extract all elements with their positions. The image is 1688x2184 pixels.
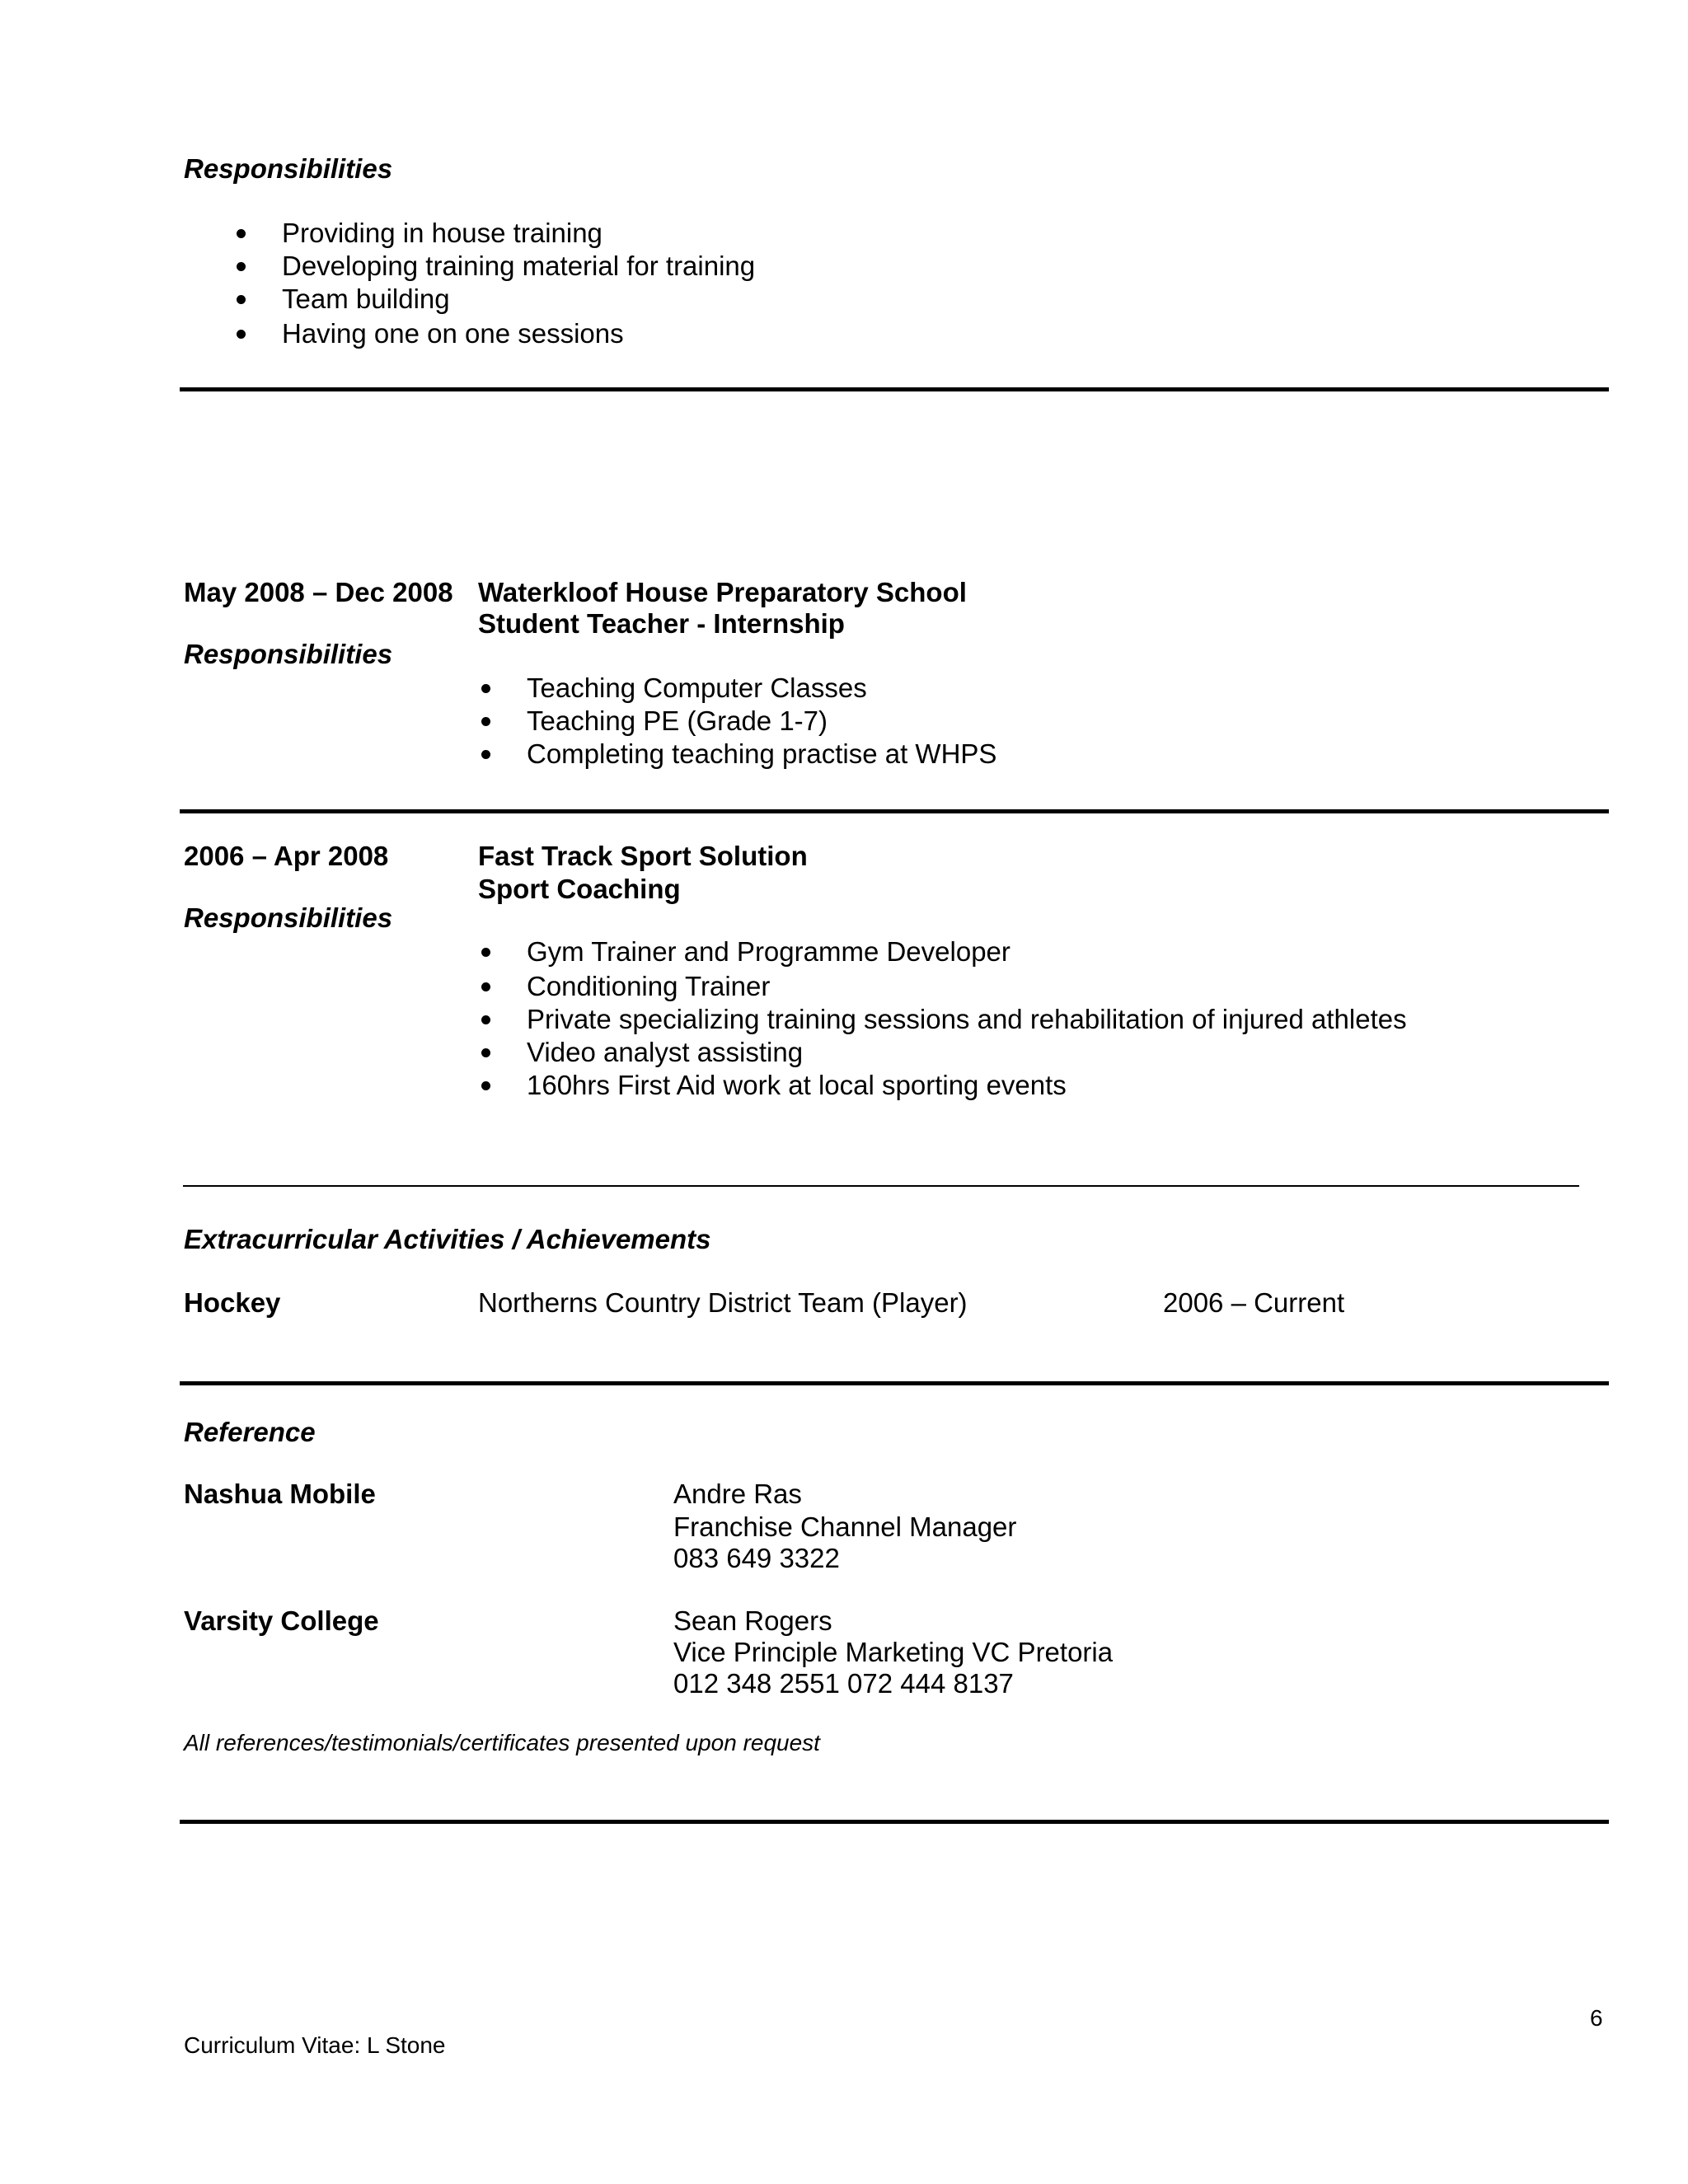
bullet-icon	[481, 684, 490, 693]
job-role: Sport Coaching	[478, 874, 681, 904]
list-item: Team building	[282, 284, 450, 314]
job-company: Fast Track Sport Solution	[478, 841, 808, 871]
section-divider	[180, 1381, 1609, 1385]
reference-title: Franchise Channel Manager	[673, 1511, 1017, 1542]
bullet-icon	[481, 717, 490, 726]
list-item: Video analyst assisting	[527, 1037, 804, 1067]
bullet-icon	[237, 330, 246, 339]
section-heading-responsibilities: Responsibilities	[184, 153, 393, 184]
reference-note: All references/testimonials/certificates presented upon request	[184, 1730, 820, 1755]
activity-period: 2006 – Current	[1163, 1287, 1345, 1318]
list-item: Completing teaching practise at WHPS	[527, 738, 997, 769]
list-item: Gym Trainer and Programme Developer	[527, 936, 1010, 967]
reference-org: Nashua Mobile	[184, 1479, 376, 1509]
section-divider	[183, 1185, 1579, 1187]
section-divider	[180, 809, 1609, 813]
section-heading-reference: Reference	[184, 1417, 316, 1447]
bullet-icon	[481, 750, 490, 759]
section-divider	[180, 1820, 1609, 1824]
reference-title: Vice Principle Marketing VC Pretoria	[673, 1637, 1114, 1667]
bullet-icon	[481, 948, 490, 957]
list-item: Having one on one sessions	[282, 318, 624, 349]
list-item: Conditioning Trainer	[527, 971, 771, 1001]
bullet-icon	[237, 229, 246, 238]
list-item: Teaching Computer Classes	[527, 673, 867, 703]
job-company: Waterkloof House Preparatory School	[478, 577, 967, 607]
bullet-icon	[481, 1015, 490, 1024]
reference-phone: 083 649 3322	[673, 1543, 840, 1573]
section-heading-responsibilities: Responsibilities	[184, 902, 393, 933]
page-number: 6	[1590, 2005, 1603, 2031]
bullet-icon	[481, 982, 490, 991]
reference-phone: 012 348 2551 072 444 8137	[673, 1668, 1014, 1699]
bullet-icon	[237, 295, 246, 304]
list-item: 160hrs First Aid work at local sporting events	[527, 1070, 1067, 1100]
bullet-icon	[237, 262, 246, 271]
bullet-icon	[481, 1048, 490, 1057]
section-heading-responsibilities: Responsibilities	[184, 639, 393, 669]
footer-caption: Curriculum Vitae: L Stone	[184, 2032, 446, 2058]
job-role: Student Teacher - Internship	[478, 608, 845, 639]
bullet-icon	[481, 1081, 490, 1090]
list-item: Developing training material for training	[282, 251, 756, 281]
reference-org: Varsity College	[184, 1605, 379, 1636]
activity-name: Hockey	[184, 1287, 281, 1318]
list-item: Private specializing training sessions and rehabilitation of injured athletes	[527, 1004, 1407, 1034]
job-dates: May 2008 – Dec 2008	[184, 577, 453, 607]
list-item: Teaching PE (Grade 1-7)	[527, 705, 828, 736]
job-dates: 2006 – Apr 2008	[184, 841, 389, 871]
list-item: Providing in house training	[282, 218, 603, 248]
section-heading-extracurricular: Extracurricular Activities / Achievements	[184, 1224, 711, 1254]
reference-name: Andre Ras	[673, 1479, 802, 1509]
section-divider	[180, 387, 1609, 391]
reference-name: Sean Rogers	[673, 1605, 832, 1636]
activity-detail: Northerns Country District Team (Player)	[478, 1287, 968, 1318]
